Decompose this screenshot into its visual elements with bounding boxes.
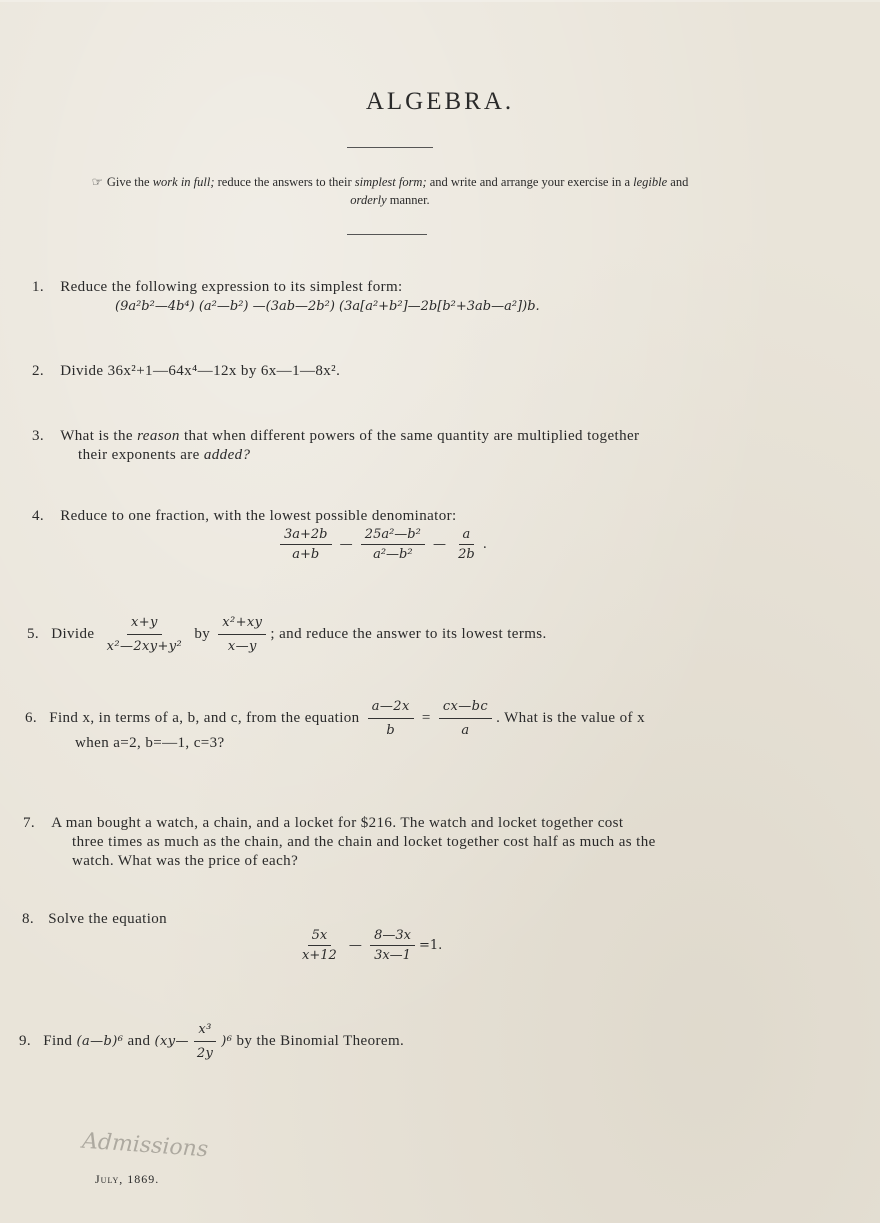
instructions: ☞ Give the work in full; reduce the answers to their simplest form; and write and arrange your exercise in a legible and orderly manner. (91, 175, 689, 207)
question-7: 7. A man bought a watch, a chain, and a locket for $216. The watch and locket together cost (23, 815, 624, 831)
fraction: $\frac{3a+2b}{a+b}$ (280, 527, 332, 562)
fraction: $\frac{5x}{x+12}$ (302, 928, 337, 963)
question-9: 9. Find (a—b)⁶ and (xy— $\frac{\text{x³}}{2y}$ )⁶ by the Binomial Theorem. (19, 1022, 405, 1061)
question-4: 4. Reduce to one fraction, with the lowest possible denominator: (32, 508, 457, 524)
fraction: $\frac{a}{2b}$ (458, 527, 475, 562)
exam-date: July, 1869. (95, 1172, 160, 1186)
question-2: 2. Divide 36x²+1—64x⁴—12x by 6x—1—8x². (32, 363, 341, 379)
fraction: $\frac{x+y}{\text{x²—2xy+y²}}$ (106, 615, 183, 654)
instructions-divider (347, 234, 427, 235)
question-4-fractions: $\frac{3a+2b}{a+b}$ — $\frac{\text{25a²—b²}}{\text{a²—b²}}$ — $\frac{a}{2b}$ . (276, 527, 487, 562)
fraction: $\frac{\text{x²+xy}}{x—y}$ (218, 613, 266, 656)
question-7-line-2: three times as much as the chain, and the chain and locket together cost half as much as the (72, 834, 656, 850)
question-8: 8. Solve the equation (22, 911, 168, 927)
question-3-line-2: their exponents are added? (78, 447, 251, 463)
question-7-line-3: watch. What was the price of each? (72, 853, 299, 869)
page-title: ALGEBRA. (365, 88, 515, 115)
question-6: 6. Find x, in terms of a, b, and c, from the equation $\frac{a—2x}{b}$ = $\frac{cx—bc}{a}$ . What is the value of x (25, 699, 645, 738)
question-3: 3. What is the reason that when different powers of the same quantity are multiplied together (32, 428, 640, 444)
fraction: $\frac{a—2x}{b}$ (368, 697, 414, 740)
fraction: $\frac{\text{x³}}{2y}$ (193, 1020, 217, 1063)
question-1: 1. Reduce the following expression to its simplest form: (32, 279, 403, 295)
question-6-line-2: when a=2, b=—1, c=3? (75, 735, 225, 751)
title-divider (347, 147, 433, 148)
pencil-annotation: Admissions (81, 1128, 209, 1163)
question-5: 5. Divide $\frac{x+y}{\text{x²—2xy+y²}}$ by $\frac{\text{x²+xy}}{x—y}$ ; and reduce the answer to its lowest terms. (27, 615, 547, 654)
pointing-hand-icon: ☞ (91, 175, 103, 189)
question-8-equation: $\frac{5x}{x+12}$ — $\frac{8—3x}{3x—1}$ =1. (294, 928, 442, 963)
fraction: $\frac{cx—bc}{a}$ (439, 697, 492, 740)
question-1-expression: (9a²b²—4b⁴) (a²—b²) —(3ab—2b²) (3a[a²+b²]—2b[b²+3ab—a²])b. (115, 299, 540, 314)
page-edge (0, 0, 880, 2)
fraction: $\frac{8—3x}{3x—1}$ (370, 928, 415, 963)
fraction: $\frac{\text{25a²—b²}}{\text{a²—b²}}$ (361, 527, 425, 562)
